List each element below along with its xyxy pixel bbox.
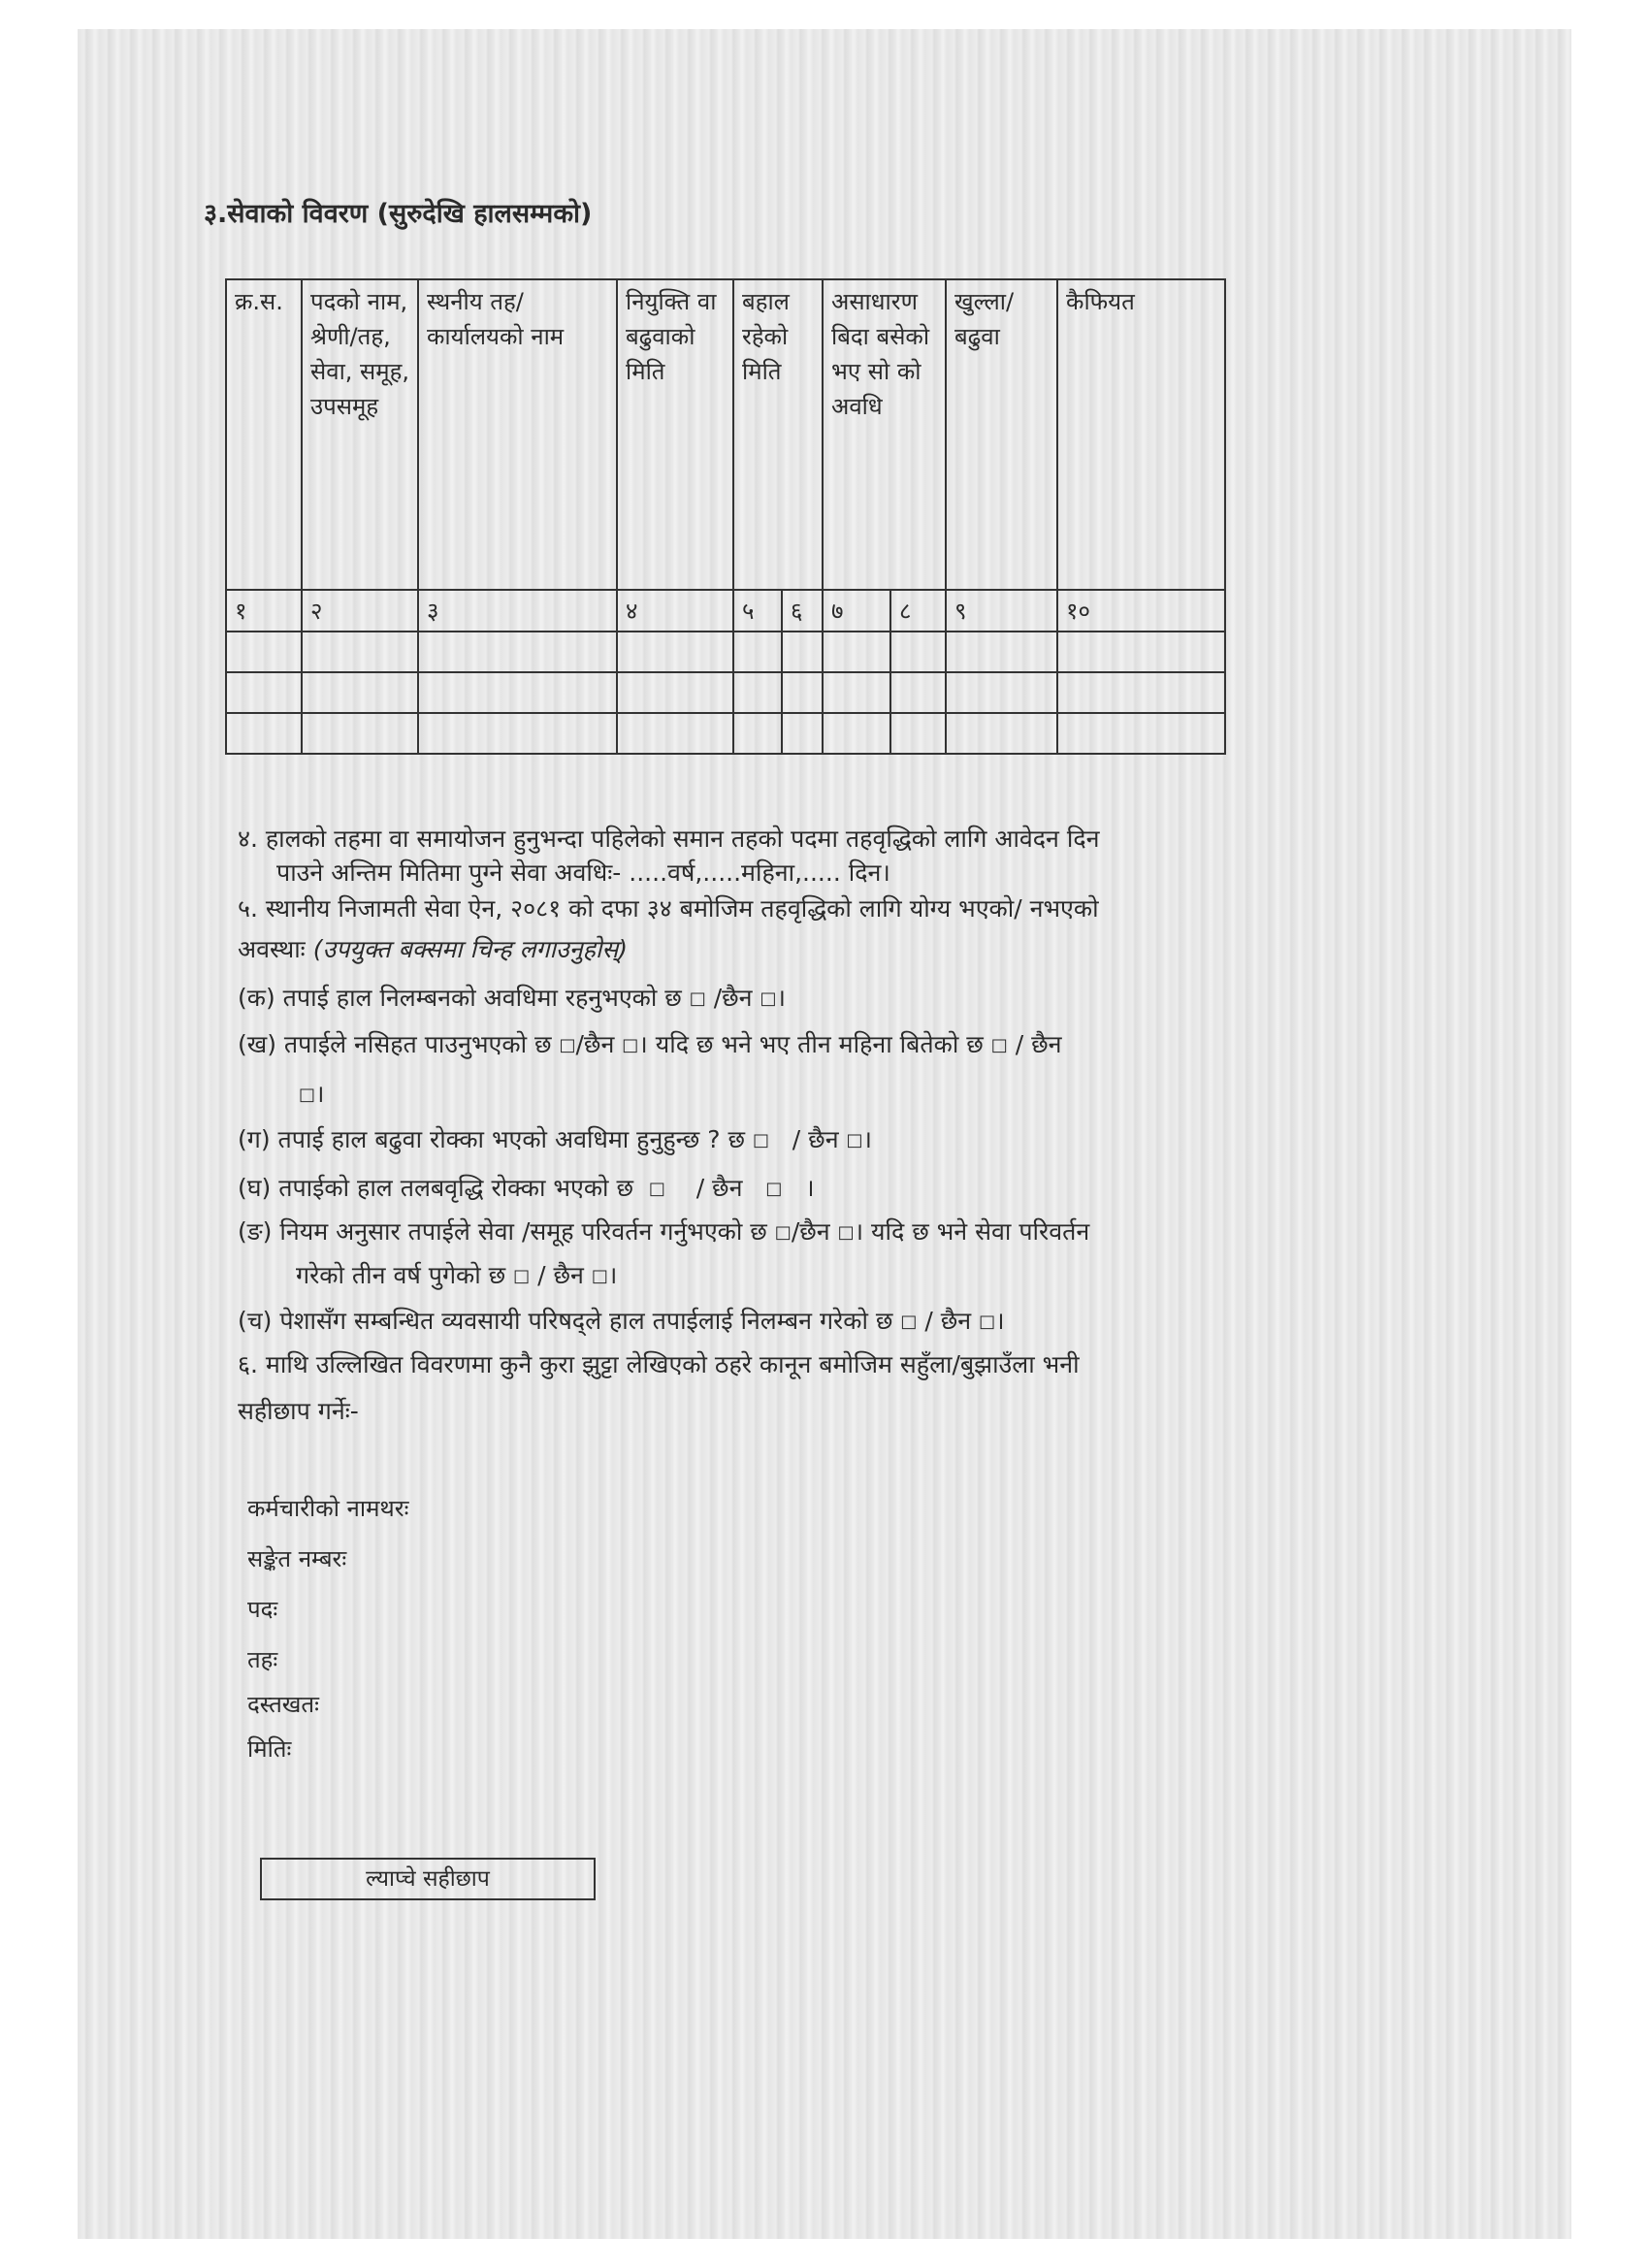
- table-row: [226, 713, 1225, 754]
- section-6-line-2: सहीछाप गर्नेः-: [238, 1397, 359, 1425]
- checkbox-icon[interactable]: □: [689, 988, 706, 1009]
- checkbox-icon[interactable]: □: [648, 1179, 665, 1199]
- header-open-promotion: खुल्ला/ बढुवा: [946, 279, 1057, 590]
- table-row: [226, 590, 1225, 632]
- condition-label: अवस्थाः: [238, 935, 306, 963]
- condition-gha: (घ) तपाईको हाल तलबवृद्धि रोक्का भएको छ □ / छैन □ ।: [238, 1174, 815, 1202]
- service-details-table: [225, 278, 1226, 755]
- column-number: ९: [946, 590, 1057, 632]
- checkbox-icon[interactable]: □: [591, 1266, 608, 1286]
- column-number: ५: [733, 590, 782, 632]
- checkbox-icon[interactable]: □: [513, 1266, 531, 1286]
- column-number: ३: [418, 590, 617, 632]
- date-label: मितिः: [247, 1735, 292, 1763]
- header-tenure-date: बहाल रहेको मिति: [733, 279, 823, 590]
- thumbprint-box: ल्याप्चे सहीछाप: [260, 1858, 596, 1900]
- section-4-line-2: पाउने अन्तिम मितिमा पुग्ने सेवा अवधिः- .....वर्ष,.....महिना,..... दिन।: [276, 859, 890, 887]
- signature-label: दस्तखतः: [247, 1691, 319, 1718]
- header-appointment-date: नियुक्ति वा बढुवाको मिति: [617, 279, 733, 590]
- checkbox-icon[interactable]: □: [837, 1222, 855, 1243]
- section-4-line-1: ४. हालको तहमा वा समायोजन हुनुभन्दा पहिलेको समान तहको पदमा तहवृद्धिको लागि आवेदन दिन: [238, 825, 1100, 853]
- column-number: ६: [782, 590, 823, 632]
- checkbox-icon[interactable]: □: [622, 1035, 639, 1055]
- checkbox-icon[interactable]: □: [846, 1130, 863, 1150]
- header-post: पदको नाम, श्रेणी/तह, सेवा, समूह, उपसमूह: [302, 279, 418, 590]
- column-number: ४: [617, 590, 733, 632]
- table-row: [226, 672, 1225, 713]
- code-number-label: सङ्केत नम्बरः: [247, 1545, 347, 1572]
- section-3-title: ३.सेवाको विवरण (सुरुदेखि हालसम्मको): [204, 199, 593, 229]
- checkbox-icon[interactable]: □: [979, 1312, 996, 1332]
- condition-kha: (ख) तपाईले नसिहत पाउनुभएको छ □/छैन □। यदि छ भने भए तीन महिना बितेको छ □ / छैन: [238, 1030, 1062, 1058]
- column-number: १: [226, 590, 302, 632]
- header-serial: क्र.स.: [226, 279, 302, 590]
- column-number: २: [302, 590, 418, 632]
- checkbox-icon[interactable]: □: [299, 1085, 316, 1105]
- checkbox-icon[interactable]: □: [774, 1222, 792, 1243]
- checkbox-icon[interactable]: □: [760, 988, 777, 1009]
- condition-nga-cont: गरेको तीन वर्ष पुगेको छ □ / छैन □।: [296, 1261, 618, 1289]
- header-remarks: कैफियत: [1057, 279, 1225, 590]
- condition-nga: (ङ) नियम अनुसार तपाईले सेवा /समूह परिवर्तन गर्नुभएको छ □/छैन □। यदि छ भने सेवा परिवर्तन: [238, 1217, 1090, 1246]
- column-number: १०: [1057, 590, 1225, 632]
- condition-kha-cont: □।: [299, 1080, 325, 1108]
- checkbox-icon[interactable]: □: [900, 1312, 918, 1332]
- employee-name-label: कर्मचारीको नामथरः: [247, 1495, 409, 1522]
- post-label: पदः: [247, 1596, 278, 1623]
- table-row: [226, 632, 1225, 672]
- checkbox-icon[interactable]: □: [990, 1035, 1008, 1055]
- instruction-note: (उपयुक्त बक्समा चिन्ह लगाउनुहोस्): [312, 935, 628, 963]
- checkbox-icon[interactable]: □: [559, 1035, 576, 1055]
- checkbox-icon[interactable]: □: [752, 1130, 769, 1150]
- column-number: ८: [890, 590, 946, 632]
- header-extraordinary-leave: असाधारण बिदा बसेको भए सो को अवधि: [823, 279, 946, 590]
- header-office: स्थनीय तह/कार्यालयको नाम: [418, 279, 617, 590]
- condition-ga: (ग) तपाई हाल बढुवा रोक्का भएको अवधिमा हुनुहुन्छ ? छ □ / छैन □।: [238, 1125, 873, 1153]
- condition-ka: (क) तपाई हाल निलम्बनको अवधिमा रहनुभएको छ □ /छैन □।: [238, 984, 786, 1012]
- column-number: ७: [823, 590, 890, 632]
- section-5-line-1: ५. स्थानीय निजामती सेवा ऐन, २०८१ को दफा ३४ बमोजिम तहवृद्धिको लागि योग्य भएको/ नभएको: [238, 894, 1099, 923]
- condition-cha: (च) पेशासँग सम्बन्धित व्यवसायी परिषद्ले हाल तपाईलाई निलम्बन गरेको छ □ / छैन □।: [238, 1307, 1005, 1335]
- checkbox-icon[interactable]: □: [765, 1179, 783, 1199]
- section-6-line-1: ६. माथि उल्लिखित विवरणमा कुनै कुरा झुट्टा लेखिएको ठहरे कानून बमोजिम सहुँला/बुझाउँला भनी: [238, 1350, 1080, 1378]
- level-label: तहः: [247, 1646, 278, 1673]
- section-5-line-2: [238, 935, 1382, 964]
